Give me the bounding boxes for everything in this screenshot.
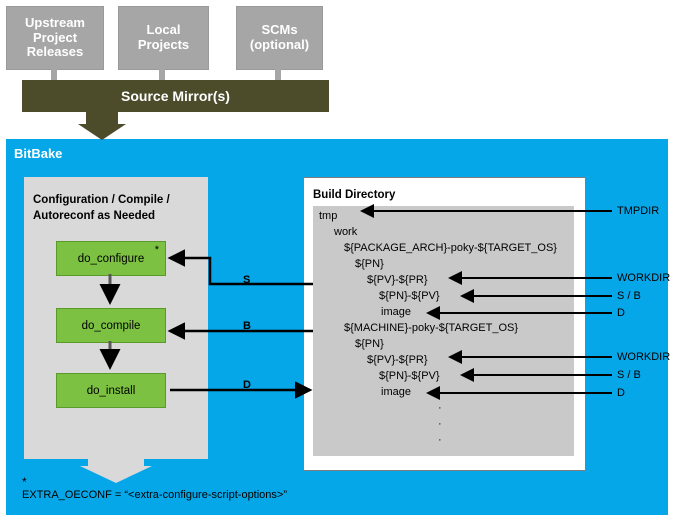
right-label-tmpdir: TMPDIR	[617, 205, 660, 217]
right-label-d-1: D	[617, 307, 625, 319]
right-label-s-b-2: S / B	[617, 369, 641, 381]
source-mirrors-label: Source Mirror(s)	[121, 88, 230, 104]
right-label-s-b-1: S / B	[617, 290, 641, 302]
tree-item-tmp: tmp	[319, 210, 338, 222]
task-do-compile[interactable]	[56, 308, 166, 343]
source-box-upstream	[6, 6, 104, 70]
tree-item-pn-1: ${PN}	[355, 258, 384, 270]
configuration-panel-title	[33, 193, 203, 224]
source-box-local-line2: Projects	[137, 37, 190, 52]
tree-dot-2: ·	[438, 418, 442, 430]
tree-item-work: work	[334, 226, 358, 238]
task-do-configure-label: do_configure	[77, 252, 145, 265]
right-label-workdir-1: WORKDIR	[617, 272, 671, 284]
right-label-d-2: D	[617, 387, 625, 399]
tree-item-image-2: image	[381, 386, 411, 398]
tree-item-image-1: image	[381, 306, 411, 318]
bitbake-title: BitBake	[14, 146, 63, 161]
tree-item-pn-pv-2: ${PN}-${PV}	[379, 370, 440, 382]
tree-item-pv-pr-1: ${PV}-${PR}	[367, 274, 428, 286]
right-label-workdir-2: WORKDIR	[617, 351, 671, 363]
edge-label-b: B	[243, 320, 251, 332]
tree-item-pn-2: ${PN}	[355, 338, 384, 350]
footnote-text: EXTRA_OECONF = “<extra-configure-script-options>”	[22, 489, 288, 501]
source-box-scms	[236, 6, 323, 70]
tree-dot-3: ·	[438, 434, 442, 446]
source-box-local-line1: Local	[146, 22, 181, 38]
tree-item-package-arch: ${PACKAGE_ARCH}-poky-${TARGET_OS}	[344, 242, 557, 254]
footnote-asterisk: *	[22, 475, 27, 489]
source-box-upstream-line3: Releases	[26, 44, 84, 60]
tree-dot-1: ·	[438, 402, 442, 414]
tree-item-machine-poky: ${MACHINE}-poky-${TARGET_OS}	[344, 322, 519, 334]
tree-item-pv-pr-2: ${PV}-${PR}	[367, 354, 428, 366]
task-do-install[interactable]	[56, 373, 166, 408]
configuration-panel-title-line2: Autoreconf as Needed	[33, 209, 156, 222]
task-do-configure[interactable]	[56, 241, 166, 276]
source-box-upstream-line1: Upstream	[25, 14, 85, 30]
build-directory-title: Build Directory	[313, 189, 396, 201]
configuration-panel-title-line1: Configuration / Compile /	[33, 194, 170, 206]
source-box-scms-line2: (optional)	[249, 37, 310, 52]
source-mirrors-bar	[22, 80, 329, 112]
tree-item-pn-pv-1: ${PN}-${PV}	[379, 290, 440, 302]
do-configure-asterisk: *	[154, 244, 159, 256]
edge-label-d: D	[243, 379, 251, 391]
source-box-upstream-line2: Project	[32, 29, 78, 45]
edge-label-s: S	[243, 274, 251, 286]
source-box-scms-line1: SCMs	[261, 22, 298, 38]
task-do-compile-label: do_compile	[81, 319, 141, 332]
source-box-local-projects	[118, 6, 209, 70]
task-do-install-label: do_install	[86, 384, 136, 397]
mirror-to-bitbake-arrow	[78, 112, 126, 140]
